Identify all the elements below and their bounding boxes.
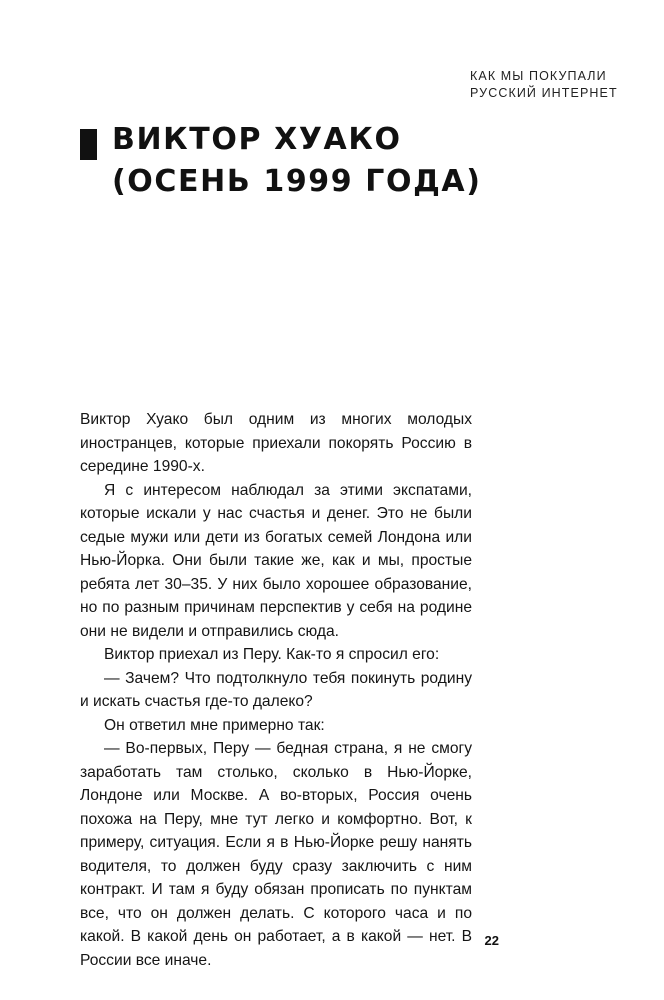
- chapter-title: [112, 119, 592, 203]
- paragraph: Виктор Хуако был одним из многих молодых иностранцев, которые приехали покорять Россию в середине 1990-х.: [80, 411, 472, 475]
- page-number: 22: [484, 933, 499, 948]
- chapter-title-line-1: ВИКТОР ХУАКО: [112, 122, 402, 157]
- paragraph: Он ответил мне примерно так:: [104, 716, 325, 734]
- dialogue-line: — Зачем? Что подтолкнуло тебя покинуть родину и искать счастья где-то далеко?: [80, 669, 472, 710]
- chapter-title-line-2: (ОСЕНЬ 1999 ГОДА): [112, 164, 482, 199]
- chapter-marker-bar: [80, 129, 97, 160]
- running-head: [470, 68, 620, 102]
- running-head-line-2: РУССКИЙ ИНТЕРНЕТ: [470, 86, 618, 100]
- dialogue-line: — Во-первых, Перу — бедная страна, я не смогу заработать там столько, сколько в Нью-Йорке, Лондоне или Москве. А во-вторых, Россия очень похожа на Перу, мне тут легко и комфортно. Вот, к примеру, ситуация. Если я в Нью-Йорке решу нанять водителя, то должен буду сразу заключить с ним контракт. И там я буду обязан прописать по пунктам все, что он должен делать. С которого часа и по какой. В какой день он работает, а в какой — нет. В России все иначе.: [80, 740, 472, 969]
- running-head-line-1: КАК МЫ ПОКУПАЛИ: [470, 69, 607, 83]
- paragraph: Виктор приехал из Перу. Как-то я спросил его:: [104, 646, 440, 663]
- body-text: [80, 408, 472, 972]
- paragraph: Я с интересом наблюдал за этими экспатами, которые искали у нас счастья и денег. Это не были седые мужи или дети из богатых семей Лондона или Нью-Йорка. Они были такие же, как и мы, простые ребята лет 30–35. У них было хорошее образование, но по разным причинам перспектив у себя на родине они не видели и отправились сюда.: [80, 481, 472, 640]
